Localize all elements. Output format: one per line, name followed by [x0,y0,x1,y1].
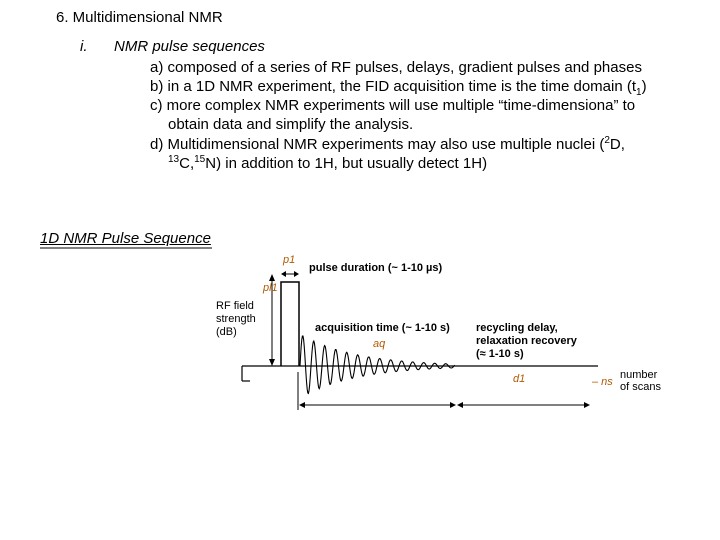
point-d-continued-text: N) in addition to 1H, but usually detect 1H) [205,155,488,172]
ns-label: – ns [592,376,613,388]
d1-label: d1 [513,373,526,385]
point-d-close: D, [609,136,625,153]
rf-arrow-head-up [269,274,275,281]
subsection-title: NMR pulse sequences [114,38,265,55]
recycle-duration-label: (≈ 1-10 s) [476,348,524,360]
point-d-text: d) Multidimensional NMR experiments may also use multiple nuclei ( [150,136,605,153]
point-d-superscript: 2 [604,135,610,146]
rf-unit-label: (dB) [216,326,237,338]
nitrogen-15-superscript: 15 [194,154,206,165]
pl1-label: pl1 [263,282,278,294]
pulse-arrow-head-right [294,271,299,277]
slide-heading: 6. Multidimensional NMR [56,9,223,26]
point-c-continued: obtain data and simplify the analysis. [168,116,414,133]
rf-pulse [281,282,299,366]
rf-arrow-head-down [269,359,275,366]
relaxation-recovery-label: relaxation recovery [476,335,577,347]
rf-field-label: RF field [216,300,254,312]
pulse-arrow-head-left [281,271,286,277]
acq-arrow-head-left [299,402,305,408]
rf-strength-label: strength [216,313,256,325]
point-b-text: b) in a 1D NMR experiment, the FID acquisition time is the time domain (t [150,78,637,95]
acq-arrow-head-right [450,402,456,408]
carbon-label: C, [179,155,195,172]
recycling-delay-label: recycling delay, [476,322,558,334]
number-of-scans-label: number [620,369,658,381]
point-c: c) more complex NMR experiments will use multiple “time-dimensiona” to [150,97,636,114]
subsection-number: i. [80,38,88,55]
p1-label: p1 [283,254,296,266]
acquisition-time-label: acquisition time (~ 1-10 s) [315,322,450,334]
aq-label: aq [373,338,386,350]
point-b-close: ) [641,78,647,95]
recycle-arrow-head-left [457,402,463,408]
of-scans-label: of scans [620,381,661,393]
point-b-subscript: 1 [636,87,642,98]
recycle-arrow-head-right [584,402,590,408]
carbon-13-superscript: 13 [168,154,180,165]
diagram-title: 1D NMR Pulse Sequence [40,230,211,247]
pulse-duration-label: pulse duration (~ 1-10 µs) [309,262,443,274]
point-a: a) composed of a series of RF pulses, delays, gradient pulses and phases [150,59,642,76]
